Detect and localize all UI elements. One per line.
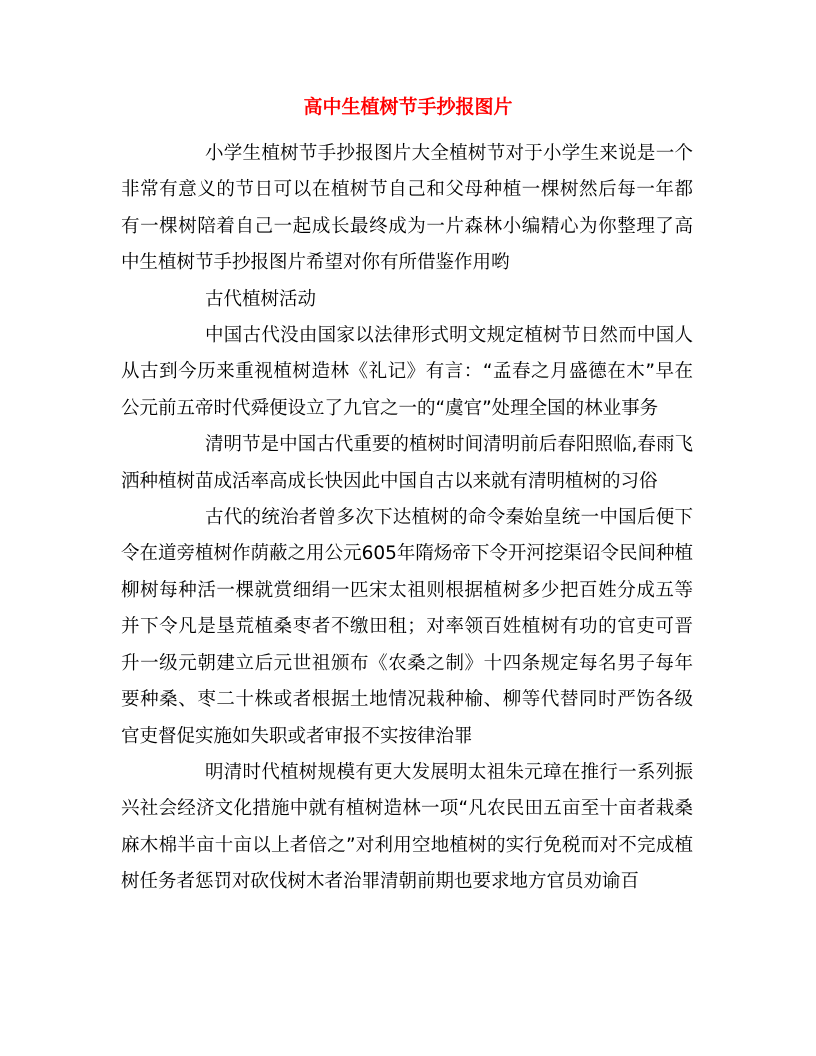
section-heading: 古代植树活动 xyxy=(205,288,317,310)
paragraph: 古代的统治者曾多次下达植树的命令秦始皇统一中国后便下令在道旁植树作荫蔽之用公元605年隋炀帝下令开河挖渠诏令民间种植柳树每种活一棵就赏细绢一匹宋太祖则根据植树多少把百姓分成五等并下令凡是垦荒植桑枣者不缴田租；对率领百姓植树有功的官吏可晋升一级元朝建立后元世祖颁布《农桑之制》十四条规定每名男子每年要种桑、枣二十株或者根据土地情况栽种榆、柳等代替同时严饬各级官吏督促实施如失职或者审报不实按律治罪 xyxy=(121,507,693,747)
document-title: 高中生植树节手抄报图片 xyxy=(303,96,513,118)
paragraph: 中国古代没由国家以法律形式明文规定植树节日然而中国人从古到今历来重视植树造林《礼记》有言：“孟春之月盛德在木”早在公元前五帝时代舜便设立了九官之一的“虞官”处理全国的林业事务 xyxy=(121,325,693,419)
paragraph: 明清时代植树规模有更大发展明太祖朱元璋在推行一系列振兴社会经济文化措施中就有植树造林一项“凡农民田五亩至十亩者栽桑麻木棉半亩十亩以上者倍之”对利用空地植树的实行免税而对不完成植树任务者惩罚对砍伐树木者治罪清朝前期也要求地方官员劝谕百 xyxy=(121,761,693,893)
paragraph: 清明节是中国古代重要的植树时间清明前后春阳照临,春雨飞洒种植树苗成活率高成长快因此中国自古以来就有清明植树的习俗 xyxy=(121,434,693,492)
document-body xyxy=(121,136,693,901)
paragraph-intro: 小学生植树节手抄报图片大全植树节对于小学生来说是一个非常有意义的节日可以在植树节自己和父母种植一棵树然后每一年都有一棵树陪着自己一起成长最终成为一片森林小编精心为你整理了高中生植树节手抄报图片希望对你有所借鉴作用哟 xyxy=(121,143,693,274)
